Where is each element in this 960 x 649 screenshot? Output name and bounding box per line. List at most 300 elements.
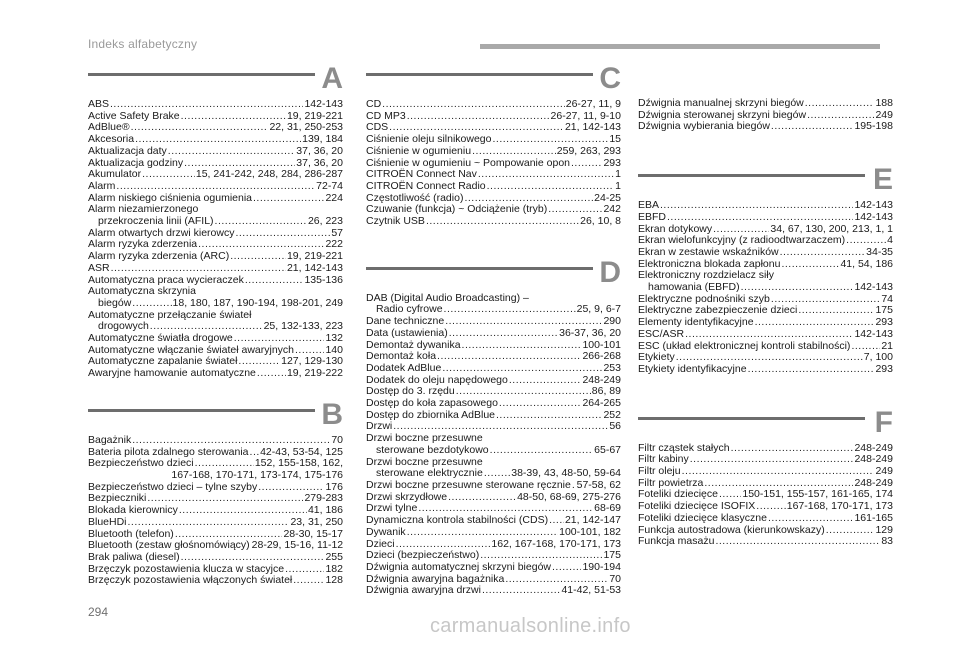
index-entry xyxy=(88,575,343,587)
index-entry-pages: 21, 142-143 xyxy=(286,261,343,274)
section-rule xyxy=(638,417,865,420)
index-entry xyxy=(638,98,893,110)
index-entry-pages: 56 xyxy=(609,420,621,433)
section-d-entries xyxy=(366,293,621,597)
index-entry-pages: 83 xyxy=(881,535,893,548)
index-entry-term: Ekran wielofunkcyjny (z radioodtwarzaczem) xyxy=(638,234,846,247)
index-entry-pages: 100-101 xyxy=(582,338,621,351)
dot-leader xyxy=(805,98,875,110)
index-entry-term: CD MP3 xyxy=(366,109,406,122)
index-entry xyxy=(366,445,621,457)
index-entry-term: Dźwignia awaryjna bagażnika xyxy=(366,572,505,585)
index-entry xyxy=(366,181,621,193)
index-entry-pages: 127, 129-130 xyxy=(281,355,343,368)
dot-leader xyxy=(382,99,565,111)
dot-leader xyxy=(116,181,315,193)
index-entry-pages: 252 xyxy=(603,408,621,421)
index-entry-pages: 18, 180, 187, 190-194, 198-201, 249 xyxy=(172,296,343,309)
index-entry-term: Awaryjne hamowanie automatyczne xyxy=(88,367,256,380)
index-entry-term: Drzwi boczne przesuwne sterowane ręcznie xyxy=(366,478,571,491)
index-entry xyxy=(88,368,343,380)
index-entry-term: Brak paliwa (diesel) xyxy=(88,550,180,563)
index-entry-term: Brzęczyk pozostawienia klucza w stacyjce xyxy=(88,562,285,575)
index-entry xyxy=(638,536,893,548)
index-entry-term: Akumulator xyxy=(88,168,142,181)
index-entry xyxy=(366,398,621,410)
index-entry-term: Drzwi boczne przesuwne xyxy=(366,432,483,445)
dot-leader xyxy=(780,247,866,259)
index-entry xyxy=(366,146,621,158)
index-entry-term: sterowane bezdotykowo xyxy=(376,443,489,456)
index-entry-term: Aktualizacja daty xyxy=(88,144,167,157)
dot-leader xyxy=(437,351,581,363)
dot-leader xyxy=(234,333,325,345)
index-entry-term: Drzwi skrzydłowe xyxy=(366,490,448,503)
index-entry xyxy=(88,169,343,181)
index-entry-term: Aktualizacja godziny xyxy=(88,156,184,169)
index-entry-pages: 279-283 xyxy=(304,492,343,505)
dot-leader xyxy=(128,517,290,529)
index-entry-pages: 28-30, 15-17 xyxy=(283,527,343,540)
index-entry xyxy=(366,410,621,422)
dot-leader xyxy=(798,305,874,317)
dot-leader xyxy=(660,200,853,212)
index-entry-term: Automatyczna skrzynia xyxy=(88,285,196,298)
dot-leader xyxy=(685,329,853,341)
index-entry-pages: 26-27, 11, 9-10 xyxy=(550,109,621,122)
index-entry-term: Dywanik xyxy=(366,525,406,538)
index-entry-term: Foteliki dziecięce xyxy=(638,488,718,501)
section-rule xyxy=(638,174,865,177)
index-entry-pages: 57 xyxy=(331,226,343,239)
section-rule xyxy=(366,267,593,270)
index-entry-term: Automatyczna praca wycieraczek xyxy=(88,273,244,286)
index-entry-term: ESC (układ elektronicznej kontroli stabilności) xyxy=(638,339,851,352)
dot-leader xyxy=(826,525,875,537)
index-entry-term: Alarm xyxy=(88,179,116,192)
index-entry-pages: 293 xyxy=(875,362,893,375)
index-entry-pages: 188 xyxy=(875,97,893,109)
index-entry-term: Drzwi boczne przesuwne xyxy=(366,455,483,468)
dot-leader xyxy=(715,536,880,548)
index-entry-pages: 21, 142-147 xyxy=(564,514,621,527)
section-letter-c: C xyxy=(599,62,621,95)
index-entry-term: Elektryczne podnośniki szyb xyxy=(638,292,770,305)
index-entry-term: Elektroniczna blokada zapłonu xyxy=(638,257,781,270)
index-entry-pages: 1 xyxy=(615,168,621,181)
dot-leader xyxy=(768,513,853,525)
index-entry-term: Automatyczne światła drogowe xyxy=(88,332,233,345)
index-entry-term: Elektroniczny rozdzielacz siły xyxy=(638,269,774,282)
dot-leader xyxy=(442,363,602,375)
index-entry-term: Blokada kierownicy xyxy=(88,504,178,517)
index-entry-term: Filtr cząstek stałych xyxy=(638,441,730,454)
index-entry-term: Filtr powietrza xyxy=(638,476,704,489)
index-entry-pages: 129 xyxy=(875,523,893,536)
index-entry xyxy=(366,99,621,111)
index-entry-pages: 167-168, 170-171, 173 xyxy=(786,500,893,513)
index-entry-pages: 24-25 xyxy=(594,191,621,204)
index-entry-term: Dźwignia automatycznej skrzyni biegów xyxy=(366,560,551,573)
dot-leader xyxy=(110,99,303,111)
dot-leader xyxy=(257,368,286,380)
dot-leader xyxy=(142,169,195,181)
index-entry-pages: 224 xyxy=(325,191,343,204)
index-entry-term: AdBlue® xyxy=(88,121,130,134)
index-entry-pages: 22, 31, 250-253 xyxy=(269,121,343,134)
index-entry-pages: 26, 223 xyxy=(307,215,343,228)
index-entry-pages: 15, 241-242, 248, 284, 286-287 xyxy=(195,168,343,181)
index-entry-term: Etykiety identyfikacyjne xyxy=(638,362,747,375)
index-entry xyxy=(88,517,343,529)
dot-leader xyxy=(499,398,582,410)
index-entry xyxy=(638,341,893,353)
index-entry-term: Czytnik USB xyxy=(366,215,425,228)
index-entry-term: Akcesoria xyxy=(88,133,135,146)
index-entry xyxy=(88,435,343,447)
index-entry-pages: 142-143 xyxy=(854,281,893,294)
index-entry-term: Dodatek AdBlue xyxy=(366,361,442,374)
index-entry-pages: 293 xyxy=(875,316,893,329)
index-entry-pages: 34-35 xyxy=(866,245,893,258)
index-entry-pages: 68-69 xyxy=(594,502,621,515)
index-entry xyxy=(88,298,343,310)
section-d xyxy=(366,254,621,597)
dot-leader xyxy=(771,121,854,133)
index-entry xyxy=(638,247,893,259)
index-entry-term: Dzieci (bezpieczeństwo) xyxy=(366,549,480,562)
dot-leader xyxy=(168,146,295,158)
index-entry-term: Ekran w zestawie wskaźników xyxy=(638,245,779,258)
index-entry-pages: 142-143 xyxy=(854,199,893,212)
section-rule xyxy=(88,73,315,76)
index-entry-term: EBFD xyxy=(638,210,667,223)
index-entry-term: CITROËN Connect Radio xyxy=(366,179,486,192)
index-entry-pages: 150-151, 155-157, 161-165, 174 xyxy=(742,488,893,501)
index-entry-pages: 190-194 xyxy=(582,560,621,573)
index-entry-term: Drzwi tylne xyxy=(366,502,418,515)
index-entry-term: hamowania (EBFD) xyxy=(648,281,740,294)
index-entry-pages: 57-58, 62 xyxy=(576,478,621,491)
index-entry-pages: 249 xyxy=(875,465,893,478)
page-number: 294 xyxy=(88,605,109,619)
index-entry-pages: 266-268 xyxy=(582,350,621,363)
section-d-continued-entries xyxy=(638,98,893,133)
index-entry-term: Częstotliwość (radio) xyxy=(366,191,464,204)
index-entry-term: Alarm otwartych drzwi kierowcy xyxy=(88,226,235,239)
index-entry-term: ESC/ASR xyxy=(638,327,685,340)
index-entry-term: Brzęczyk pozostawienia włączonych świateł xyxy=(88,574,293,587)
index-entry-pages: 37, 36, 20 xyxy=(296,156,343,169)
index-entry-pages: 48-50, 68-69, 275-276 xyxy=(517,490,621,503)
index-entry-pages: 162, 167-168, 170-171, 173 xyxy=(491,537,621,550)
index-entry-pages: 161-165 xyxy=(854,511,893,524)
index-entry-pages: 135-136 xyxy=(304,273,343,286)
index-entry-term: przekroczenia linii (AFIL) xyxy=(98,215,214,228)
index-entry-term: CD xyxy=(366,98,382,110)
section-letter-b: B xyxy=(321,397,343,431)
index-entry-term: Demontaż koła xyxy=(366,350,437,363)
index-entry-term: Filtr oleju xyxy=(638,465,681,478)
section-e-header xyxy=(638,161,893,197)
index-entry-pages: 19, 219-221 xyxy=(286,250,343,263)
index-entry xyxy=(366,527,621,539)
index-entry-pages: 38-39, 43, 48-50, 59-64 xyxy=(511,467,621,480)
index-entry-term: Bagażnik xyxy=(88,433,132,446)
index-entry-pages: 249 xyxy=(875,108,893,121)
index-entry-term: Elementy identyfikacyjne xyxy=(638,316,754,329)
dot-leader xyxy=(496,410,602,422)
index-entry-term: Alarm ryzyka zderzenia (ARC) xyxy=(88,250,230,263)
index-entry-term: Dzieci xyxy=(366,537,395,550)
index-entry-pages: 21, 142-143 xyxy=(564,121,621,134)
index-entry xyxy=(638,212,893,224)
dot-leader xyxy=(731,443,854,455)
index-entry-term: Bateria pilota zdalnego sterowania xyxy=(88,445,249,458)
index-entry-pages: 70 xyxy=(331,433,343,446)
index-entry-term: Dostęp do zbiornika AdBlue xyxy=(366,408,495,421)
index-entry-pages: 259, 263, 293 xyxy=(556,144,621,157)
section-b-header xyxy=(88,396,343,432)
index-entry-pages: 41-42, 51-53 xyxy=(561,584,621,597)
dot-leader xyxy=(487,181,615,193)
index-entry-term: Dodatek do oleju napędowego xyxy=(366,373,508,386)
index-entry-term: Dynamiczna kontrola stabilności (CDS) xyxy=(366,514,549,527)
index-entry-term: Radio cyfrowe xyxy=(376,303,443,316)
index-entry-pages: 28-29, 15-16, 11-12 xyxy=(251,539,344,552)
index-entry-term: Automatyczne zapalanie świateł xyxy=(88,355,238,368)
index-entry-term: Funkcja masażu xyxy=(638,535,715,548)
dot-leader xyxy=(235,228,330,240)
index-entry-term: Foteliki dziecięce ISOFIX xyxy=(638,500,756,513)
dot-leader xyxy=(448,492,516,504)
section-letter-d: D xyxy=(599,255,621,289)
dot-leader xyxy=(215,216,307,228)
index-entry-term: Demontaż dywanika xyxy=(366,338,461,351)
section-b xyxy=(88,396,343,587)
dot-leader xyxy=(407,111,550,123)
index-entry-pages: 74 xyxy=(881,292,893,305)
index-entry-pages: 248-249 xyxy=(582,373,621,386)
section-b-entries xyxy=(88,435,343,587)
section-letter-a: A xyxy=(321,62,343,95)
index-entry-term: Automatyczne włączanie świateł awaryjnych xyxy=(88,343,295,356)
index-entry-term: Active Safety Brake xyxy=(88,109,180,122)
section-c xyxy=(366,60,621,228)
dot-leader xyxy=(509,375,582,387)
dot-leader xyxy=(253,193,324,205)
index-entry xyxy=(88,181,343,193)
index-entry xyxy=(366,480,621,492)
index-entry-pages: 293 xyxy=(603,156,621,169)
index-entry-pages: 15 xyxy=(609,133,621,146)
dot-leader xyxy=(111,263,286,275)
index-entry-term: Bezpieczeństwo dzieci xyxy=(88,457,194,470)
index-entry-pages: 142-143 xyxy=(854,210,893,223)
index-entry-pages: 41, 54, 186 xyxy=(840,257,893,270)
index-entry-term: ASR xyxy=(88,261,110,274)
index-entry-pages: 139, 184 xyxy=(302,133,343,146)
dot-leader xyxy=(462,340,582,352)
index-entry-pages: 242 xyxy=(603,203,621,216)
dot-leader xyxy=(131,122,269,134)
index-entry-pages: 248-249 xyxy=(854,441,893,454)
dot-leader xyxy=(472,146,556,158)
dot-leader xyxy=(482,585,560,597)
index-column-2 xyxy=(366,60,621,597)
index-entry-pages: 140 xyxy=(325,343,343,356)
dot-leader xyxy=(444,304,576,316)
header-bar xyxy=(480,44,880,49)
index-entry-pages: 26-27, 11, 9 xyxy=(565,98,621,110)
index-entry-term: Dźwignia manualnej skrzyni biegów xyxy=(638,97,804,109)
index-entry-term: Alarm niezamierzonego xyxy=(88,203,199,216)
index-entry xyxy=(366,562,621,574)
index-entry-pages: 264-265 xyxy=(582,397,621,410)
index-entry xyxy=(638,121,893,133)
index-entry-term: Ciśnienie oleju silnikowego xyxy=(366,133,492,146)
dot-leader xyxy=(552,562,581,574)
index-entry xyxy=(88,99,343,111)
section-c-header xyxy=(366,60,621,96)
section-f-header xyxy=(638,404,893,440)
index-entry-term: DAB (Digital Audio Broadcasting) – xyxy=(366,291,529,304)
section-rule xyxy=(88,409,315,412)
index-entry-term: drogowych xyxy=(98,320,149,333)
index-entry-term: sterowane elektrycznie xyxy=(376,467,483,480)
dot-leader xyxy=(426,216,579,228)
index-entry-term: Dane techniczne xyxy=(366,315,445,328)
index-entry-term: Alarm ryzyka zderzenia xyxy=(88,238,198,251)
dot-leader xyxy=(449,328,558,340)
index-entry-term: CITROËN Connect Nav xyxy=(366,168,477,181)
dot-leader xyxy=(293,575,324,587)
dot-leader xyxy=(781,259,839,271)
index-entry-pages: 19, 219-221 xyxy=(286,109,343,122)
section-a xyxy=(88,60,343,380)
dot-leader xyxy=(407,527,558,539)
index-entry-pages: 25, 9, 6-7 xyxy=(576,303,621,316)
index-entry-pages: 4 xyxy=(887,234,893,247)
header-title: Indeks alfabetyczny xyxy=(88,37,198,51)
index-entry-pages: 132 xyxy=(325,332,343,345)
section-a-header xyxy=(88,60,343,96)
index-entry xyxy=(88,333,343,345)
index-entry-pages: 175 xyxy=(875,304,893,317)
index-entry-pages: 7, 100 xyxy=(863,351,893,364)
index-entry-term: Filtr kabiny xyxy=(638,453,689,466)
section-f xyxy=(638,404,893,548)
index-entry-term: CDS xyxy=(366,121,389,134)
index-entry-pages: 26, 10, 8 xyxy=(580,215,621,228)
index-entry xyxy=(88,263,343,275)
section-letter-e: E xyxy=(872,163,893,197)
index-entry-term: Bezpieczeństwo dzieci – tylne szyby xyxy=(88,480,258,493)
index-entry xyxy=(638,282,893,294)
index-entry-pages: 21 xyxy=(881,339,893,352)
index-entry-term: ABS xyxy=(88,98,110,110)
section-a-entries xyxy=(88,99,343,380)
section-d-header xyxy=(366,254,621,290)
index-entry-term: Dźwignia awaryjna drzwi xyxy=(366,584,481,597)
index-entry-pages: 100-101, 182 xyxy=(559,525,621,538)
index-entry-term: Elektryczne zabezpieczenie dzieci xyxy=(638,304,798,317)
index-entry-term: Dostęp do 3. rzędu xyxy=(366,385,455,398)
index-entry xyxy=(88,216,343,228)
dot-leader xyxy=(690,454,854,466)
index-entry-pages: 70 xyxy=(609,572,621,585)
index-entry-pages: 142-143 xyxy=(304,98,343,110)
index-entry-pages: 65-67 xyxy=(594,443,621,456)
index-entry-continuation: 167-168, 170-171, 173-174, 175-176 xyxy=(171,468,343,481)
index-entry-pages: 86, 89 xyxy=(591,385,621,398)
dot-leader xyxy=(230,251,286,263)
index-entry-pages: 253 xyxy=(603,361,621,374)
index-entry-term: Bluetooth (telefon) xyxy=(88,527,174,540)
dot-leader xyxy=(490,445,593,457)
index-entry-pages: 72-74 xyxy=(316,179,343,192)
index-entry-term: Czuwanie (funkcja) ~ Odciążenie (tryb) xyxy=(366,203,548,216)
watermark: carmanualsonline.info xyxy=(430,615,631,637)
dot-leader xyxy=(682,466,875,478)
index-entry-term: BlueHDi xyxy=(88,515,127,528)
index-entry-term: Dźwignia wybierania biegów xyxy=(638,120,770,133)
section-e-entries xyxy=(638,200,893,376)
dot-leader xyxy=(571,158,602,170)
section-c-entries xyxy=(366,99,621,228)
index-entry xyxy=(638,364,893,376)
index-entry xyxy=(638,466,893,478)
index-entry-term: Bluetooth (zestaw głośnomówiący) xyxy=(88,539,250,552)
index-entry-term: Foteliki dziecięce klasyczne xyxy=(638,511,767,524)
index-entry-pages: 255 xyxy=(325,550,343,563)
index-entry-term: EBA xyxy=(638,199,660,212)
index-entry-term: Etykiety xyxy=(638,351,675,364)
index-entry xyxy=(88,552,343,564)
index-entry xyxy=(366,585,621,597)
index-entry-term: Ciśnienie w ogumieniu ~ Pompowanie opon xyxy=(366,156,571,169)
section-f-entries xyxy=(638,443,893,548)
index-entry xyxy=(638,329,893,341)
index-entry-pages: 41, 186 xyxy=(307,504,343,517)
dot-leader xyxy=(478,169,614,181)
index-entry-term: Dźwignia sterowanej skrzyni biegów xyxy=(638,108,807,121)
index-entry-pages: 290 xyxy=(603,315,621,328)
index-entry-pages: 142-143 xyxy=(854,327,893,340)
index-entry-pages: 42-43, 53-54, 125 xyxy=(260,445,343,458)
index-entry-pages: 195-198 xyxy=(854,120,893,133)
index-entry-term: Ciśnienie w ogumieniu xyxy=(366,144,472,157)
index-entry-pages: 175 xyxy=(603,549,621,562)
index-entry xyxy=(366,328,621,340)
index-entry-term: Bezpieczniki xyxy=(88,492,147,505)
index-entry-pages: 23, 31, 250 xyxy=(290,515,343,528)
index-entry-pages: 176 xyxy=(325,480,343,493)
index-entry-pages: 182 xyxy=(325,562,343,575)
index-entry-pages: 248-249 xyxy=(854,476,893,489)
index-entry-term: Ekran dotykowy xyxy=(638,222,713,235)
index-entry-pages: 152, 155-158, 162, xyxy=(254,457,343,470)
index-entry-pages: 248-249 xyxy=(854,453,893,466)
index-entry-term: biegów xyxy=(98,296,132,309)
index-column-1 xyxy=(88,60,343,587)
index-entry-term: Drzwi xyxy=(366,420,393,433)
dot-leader xyxy=(181,552,325,564)
index-entry-pages: 36-37, 36, 20 xyxy=(559,326,621,339)
index-entry-pages: 128 xyxy=(325,574,343,587)
dot-leader xyxy=(132,298,171,310)
dot-leader xyxy=(748,364,875,376)
